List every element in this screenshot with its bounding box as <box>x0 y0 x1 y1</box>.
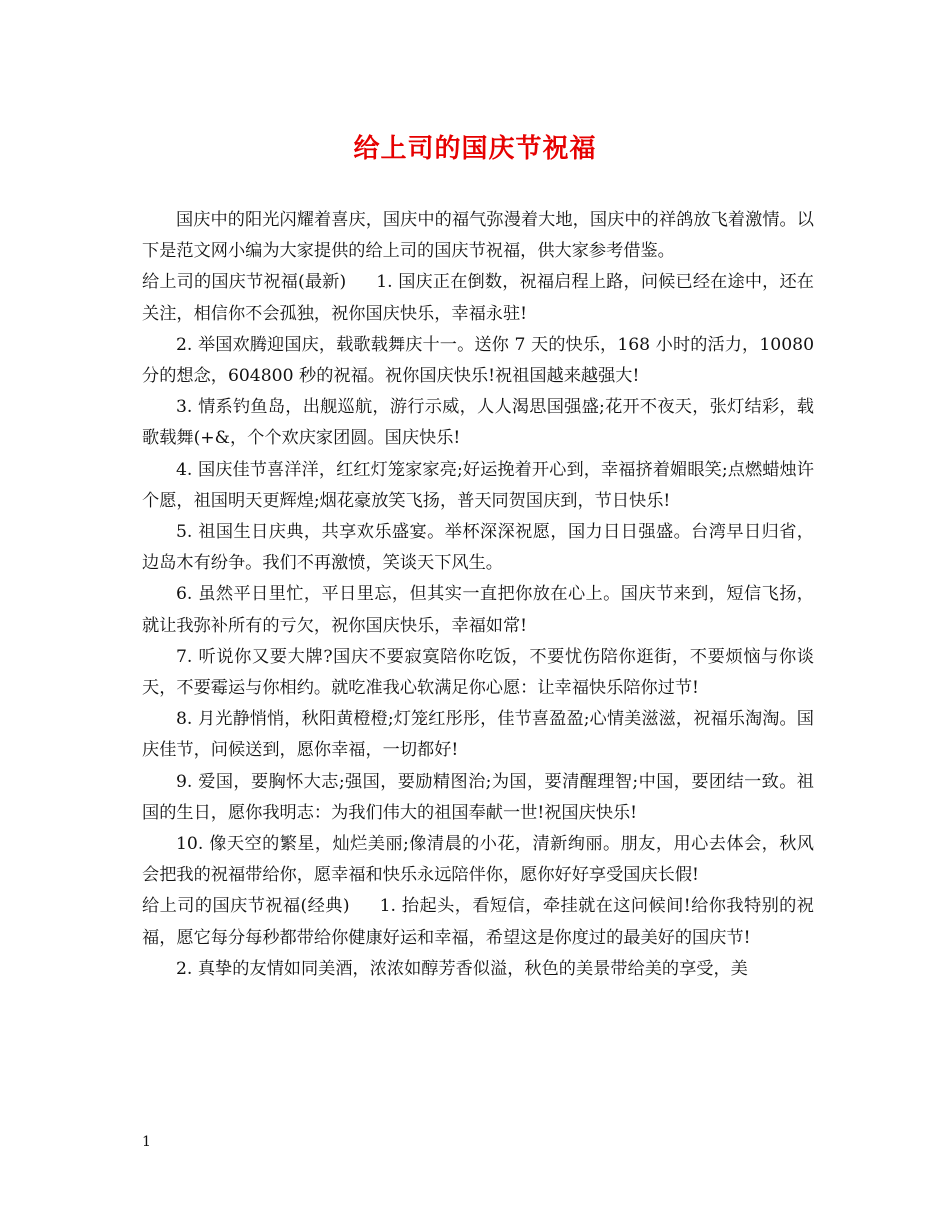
wish-paragraph: 7. 听说你又要大牌?国庆不要寂寞陪你吃饭，不要忧伤陪你逛街，不要烦恼与你谈天，不要霉运与你相约。就吃准我心软满足你心愿：让幸福快乐陪你过节! <box>142 646 814 699</box>
wish-paragraph: 5. 祖国生日庆典，共享欢乐盛宴。举杯深深祝愿，国力日日强盛。台湾早日归省，边岛木有纷争。我们不再激愤，笑谈天下风生。 <box>142 522 814 574</box>
page-title: 给上司的国庆节祝福 <box>353 134 597 164</box>
intro-paragraph: 国庆中的阳光闪耀着喜庆，国庆中的福气弥漫着大地，国庆中的祥鸽放飞着激情。以下是范文网小编为大家提供的给上司的国庆节祝福，供大家参考借鉴。 <box>142 210 814 262</box>
wish-paragraph: 10. 像天空的繁星，灿烂美丽;像清晨的小花，清新绚丽。朋友，用心去体会，秋风会把我的祝福带给你，愿幸福和快乐永远陪伴你，愿你好好享受国庆长假! <box>142 834 814 886</box>
section-heading: 给上司的国庆节祝福(最新) <box>142 272 347 293</box>
wish-paragraph: 4. 国庆佳节喜洋洋，红红灯笼家家亮;好运挽着开心到，幸福挤着媚眼笑;点燃蜡烛许个愿，祖国明天更辉煌;烟花豪放笑飞扬，普天同贺国庆到，节日快乐! <box>142 459 814 511</box>
wish-paragraph: 6. 虽然平日里忙，平日里忘，但其实一直把你放在心上。国庆节来到，短信飞扬，就让我弥补所有的亏欠，祝你国庆快乐，幸福如常! <box>142 584 814 636</box>
document-body <box>142 205 814 985</box>
wish-item: 1. 国庆正在倒数，祝福启程上路，问候已经在途中，还在关注，相信你不会孤独，祝你国庆快乐，幸福永驻! <box>142 272 814 324</box>
wish-item: 1. 抬起头，看短信，牵挂就在这问候间!给你我特别的祝福，愿它每分每秒都带给你健康好运和幸福，希望这是你度过的最美好的国庆节! <box>142 896 814 948</box>
section-heading-paragraph <box>142 891 814 953</box>
wish-paragraph: 8. 月光静悄悄，秋阳黄橙橙;灯笼红彤彤，佳节喜盈盈;心情美滋滋，祝福乐淘淘。国庆佳节，问候送到，愿你幸福，一切都好! <box>142 709 814 761</box>
wish-paragraph: 2. 举国欢腾迎国庆，载歌载舞庆十一。送你 7 天的快乐，168 小时的活力，10080 分的想念，604800 秒的祝福。祝你国庆快乐!祝祖国越来越强大! <box>142 334 814 387</box>
page-number: 1 <box>142 1134 151 1150</box>
wish-paragraph: 3. 情系钓鱼岛，出舰巡航，游行示威，人人渴思国强盛;花开不夜天，张灯结彩，载歌载舞(+&，个个欢庆家团圆。国庆快乐! <box>142 397 814 449</box>
wish-paragraph: 2. 真挚的友情如同美酒，浓浓如醇芳香似溢，秋色的美景带给美的享受，美 <box>176 958 748 979</box>
section-heading-paragraph <box>142 267 814 329</box>
wish-paragraph: 9. 爱国，要胸怀大志;强国，要励精图治;为国，要清醒理智;中国，要团结一致。祖国的生日，愿你我明志：为我们伟大的祖国奉献一世!祝国庆快乐! <box>142 771 814 823</box>
section-heading: 给上司的国庆节祝福(经典) <box>142 896 350 917</box>
